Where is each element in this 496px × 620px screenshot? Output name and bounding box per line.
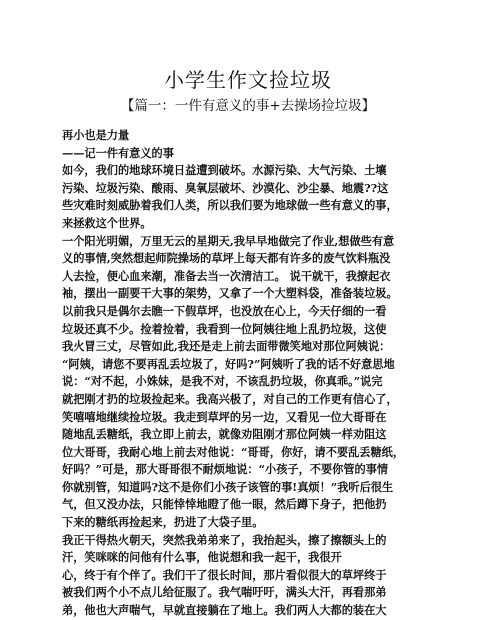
essay-line: 以前我只是偶尔去瞧一下假草坪，也没放在心上，今天仔细的一看 [62, 303, 387, 318]
essay-line: 你就别管，知道吗?这不是你们小孩子该管的事!真烦！”我听后很生 [62, 479, 394, 494]
essay-line: 位大哥哥，我耐心地上前去对他说：“哥哥，你好，请不要乱丢糖纸， [62, 444, 405, 459]
essay-body [62, 127, 444, 618]
essay-line: 下来的糖纸再捡起来，扔进了大袋子里。 [62, 515, 264, 530]
essay-line: 义的事情,突然想起师院操场的草坪上每天都有许多的废气饮料瓶没 [62, 251, 391, 266]
essay-line: 随地乱丢糖纸，我立即上前去，就像劝阻刚才那位阿姨一样劝阻这 [62, 427, 387, 442]
document-title: 小学生作文捡垃圾 [164, 68, 332, 92]
essay-line: 如今，我们的地球环境日益遭到破坏。水源污染、大气污染、土壤 [62, 163, 387, 178]
document-subtitle: 【篇一：一件有意义的事+去操场捡垃圾】 [120, 98, 376, 114]
essay-line: 就把刚才扔的垃圾捡起来。我高兴极了，对自己的工作更有信心了， [62, 391, 398, 406]
essay-line: 心，终于有个伴了。我们干了很长时间，那片看似很大的草坪终于 [62, 567, 387, 582]
essay-line: 袖，摆出一副要干大事的架势，又拿了一个大塑料袋，准备装垃圾。 [62, 286, 398, 301]
essay-line: 好吗？”可是，那大哥哥很不耐烦地说：“小孩子，不要你管的事情 [62, 462, 389, 477]
essay-line: 些灾难时刻威胁着我们人类，所以我们要为地球做一些有意义的事， [62, 198, 398, 213]
essay-line: 被我们两个小不点儿给征服了。我气喘吁吁，满头大汗，再看那弟 [62, 585, 387, 600]
essay-line: 弟，他也大声喘气，早就直接躺在了地上。我们两人大都的装在大 [62, 603, 387, 618]
essay-line: 笑嘻嘻地继续捡垃圾。我走到草坪的另一边，又看见一位大哥哥在 [62, 409, 387, 424]
essay-line: 我火冒三丈，尽管如此,我还是走上前去面带微笑地对那位阿姨说： [62, 339, 391, 354]
essay-line: 汗，笑咪咪的问他有什么事，他说想和我一起干，我很开 [62, 550, 342, 565]
essay-line: 我正干得热火朝天，突然我弟弟来了，我抬起头，擦了擦额头上的 [62, 532, 387, 547]
essay-line: 再小也是力量 [62, 128, 130, 142]
essay-line: 说：“对不起，小姝妹，是我不对，不该乱扔垃圾，你真乖。”说完 [62, 374, 383, 389]
essay-line: 来拯救这个世界。 [62, 215, 152, 230]
essay-line: ——记一件有意义的事 [62, 145, 174, 160]
essay-line: 污染、垃圾污染、酸雨、臭氧层破坏、沙漠化、沙尘暴、地震??这 [62, 180, 389, 195]
essay-line: 人去捡，便心血来潮，准备去当一次清洁工。 说干就干，我撩起衣 [62, 268, 391, 283]
essay-line: 气，但又没办法，只能悻悻地瞪了他一眼，然后蹲下身子，把他扔 [62, 497, 387, 512]
essay-line: 垃圾还真不少。捡着捡着，我看到一位阿姨往地上乱扔垃圾，这使 [62, 321, 387, 336]
essay-line: 一个阳光明媚，万里无云的星期天,我早早地做完了作业,想做些有意 [62, 233, 395, 248]
essay-line: “阿姨，请您不要再乱丢垃圾了，好吗?”阿姨听了我的话不好意思地 [62, 356, 395, 371]
